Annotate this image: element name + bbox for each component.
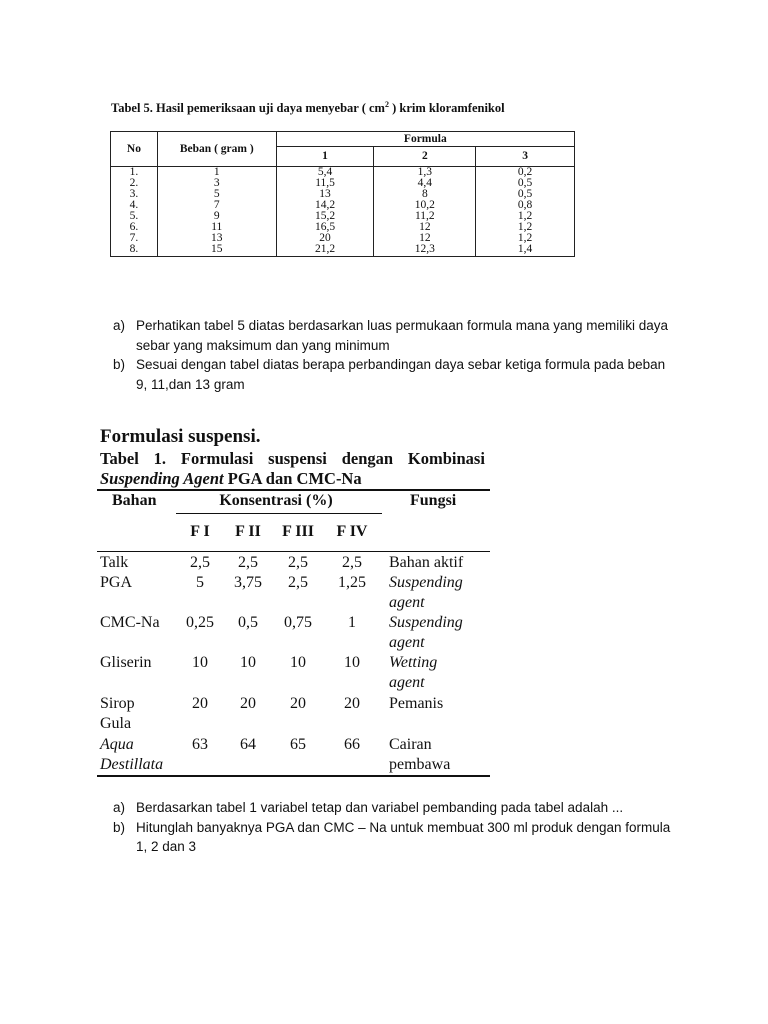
- table5-cell: 7: [157, 200, 276, 211]
- table1-value: 2,5: [288, 574, 308, 591]
- table5-header-beban: Beban ( gram ): [157, 132, 276, 167]
- table5-cell: 4.: [111, 200, 158, 211]
- table5-cell: 1,4: [476, 244, 575, 257]
- table1-value: 20: [192, 695, 208, 712]
- title-word: Tabel: [100, 449, 139, 468]
- table5-cell: 0,2: [476, 167, 575, 179]
- table5-cell: 12,3: [374, 244, 476, 257]
- table1-fungsi-cont: agent: [389, 674, 425, 691]
- table5-cell: 13: [157, 233, 276, 244]
- table5-row: [111, 200, 575, 211]
- table1-value: 65: [290, 736, 306, 753]
- table1-title: [100, 449, 485, 469]
- table1-bahan: CMC-Na: [100, 614, 160, 631]
- table5-cell: 8.: [111, 244, 158, 257]
- question-text: Berdasarkan tabel 1 variabel tetap dan variabel pembanding pada tabel adalah ...: [136, 800, 624, 815]
- table1-value: 3,75: [234, 574, 262, 591]
- table5-cell: 1,2: [476, 233, 575, 244]
- table5-cell: 0,5: [476, 189, 575, 200]
- table1-value: 0,25: [186, 614, 214, 631]
- table1-value: 20: [344, 695, 360, 712]
- table1-formula-header: F IV: [336, 523, 368, 540]
- table1-value: 66: [344, 736, 360, 753]
- table1-value: 10: [192, 654, 208, 671]
- table5-cell: 3.: [111, 189, 158, 200]
- table1-fungsi-cont: agent: [389, 634, 425, 651]
- table1-bahan: PGA: [100, 574, 133, 591]
- table1-formula-header: F II: [235, 523, 261, 540]
- question-letter: a): [113, 800, 126, 815]
- table1-value: 10: [290, 654, 306, 671]
- table1-fungsi: Suspending: [389, 614, 463, 631]
- question-list-table1: [113, 798, 673, 857]
- question-item: [113, 355, 673, 394]
- table5-row: [111, 244, 575, 257]
- table5-cell: 15,2: [276, 211, 374, 222]
- table1-fungsi: Cairan: [389, 736, 432, 753]
- question-list-table5: [113, 316, 673, 394]
- table1-value: 10: [240, 654, 256, 671]
- table5-cell: 13: [276, 189, 374, 200]
- table5-row: [111, 167, 575, 179]
- table1-value: 10: [344, 654, 360, 671]
- table1-formula-header: F III: [282, 523, 314, 540]
- table1-konsentrasi-rule: [176, 513, 382, 514]
- table5-cell: 11: [157, 222, 276, 233]
- question-text: Perhatikan tabel 5 diatas berdasarkan luas permukaan formula mana yang memiliki daya sebar yang maksimum dan yang minimum: [136, 318, 669, 353]
- table1-value: 0,5: [238, 614, 258, 631]
- table1-bahan: Gliserin: [100, 654, 152, 671]
- question-letter: b): [113, 819, 126, 835]
- table1-bahan: Aqua: [100, 736, 134, 753]
- table5-cell: 1: [157, 167, 276, 179]
- table1-header-bahan: Bahan: [112, 492, 157, 509]
- table5-cell: 1,2: [476, 211, 575, 222]
- table5-cell: 2.: [111, 178, 158, 189]
- table1-value: 1: [348, 614, 356, 631]
- table1-value: 20: [240, 695, 256, 712]
- table5-cell: 7.: [111, 233, 158, 244]
- table5-cell: 15: [157, 244, 276, 257]
- table5-cell: 0,5: [476, 178, 575, 189]
- table5-cell: 11,5: [276, 178, 374, 189]
- table5-caption: Tabel 5. Hasil pemeriksaan uji daya menyebar ( $cm^2$ ) krim kloramfenikol: [111, 100, 505, 116]
- question-text: Sesuai dengan tabel diatas berapa perbandingan daya sebar ketiga formula pada beban 9, 11,dan 13 gram: [136, 357, 666, 392]
- table1-title-line2: Suspending Agent PGA dan CMC-Na: [100, 469, 362, 488]
- table5-cell: 3: [157, 178, 276, 189]
- table5-row: [111, 178, 575, 189]
- table5-cell: 5.: [111, 211, 158, 222]
- table1-value: 64: [240, 736, 256, 753]
- table5: [110, 131, 575, 257]
- table5-header-f2: 2: [374, 147, 476, 167]
- table5-cell: 0,8: [476, 200, 575, 211]
- table1-value: 2,5: [190, 554, 210, 571]
- table1-bahan-cont: Destillata: [100, 756, 164, 773]
- table5-row: [111, 211, 575, 222]
- table5-cell: 8: [374, 189, 476, 200]
- table5-cell: 10,2: [374, 200, 476, 211]
- table5-header-formula: Formula: [276, 132, 574, 147]
- table5-row: [111, 222, 575, 233]
- table5-cell: 21,2: [276, 244, 374, 257]
- table1-fungsi: Bahan aktif: [389, 554, 464, 571]
- table1-header-fungsi: Fungsi: [410, 492, 457, 509]
- table1-header-konsentrasi: Konsentrasi (%): [219, 492, 333, 509]
- table5-cell: 14,2: [276, 200, 374, 211]
- table1-bottom-rule: [97, 775, 490, 777]
- table5-cell: 20: [276, 233, 374, 244]
- title-word: suspensi: [268, 449, 327, 468]
- table5-cell: 12: [374, 233, 476, 244]
- table5-cell: 6.: [111, 222, 158, 233]
- table5-cell: 5,4: [276, 167, 374, 179]
- question-text: Hitunglah banyaknya PGA dan CMC – Na untuk membuat 300 ml produk dengan formula 1, 2 dan 3: [136, 819, 671, 854]
- table5-cell: 4,4: [374, 178, 476, 189]
- question-item: [113, 316, 673, 355]
- table1-formula-header: F I: [190, 523, 210, 540]
- table1-header-rule: [97, 551, 490, 552]
- table5-cell: 5: [157, 189, 276, 200]
- table1-fungsi-cont: pembawa: [389, 756, 451, 773]
- table1-fungsi: Suspending: [389, 574, 463, 591]
- question-letter: b): [113, 357, 126, 372]
- table1-value: 2,5: [288, 554, 308, 571]
- question-item: [113, 818, 673, 857]
- table1-bahan: Sirop: [100, 695, 135, 712]
- table1-value: 1,25: [338, 574, 366, 591]
- table1-value: 63: [192, 736, 208, 753]
- title-word: dengan: [341, 449, 394, 468]
- table5-cell: 12: [374, 222, 476, 233]
- question-item: [113, 798, 673, 818]
- table5-cell: 9: [157, 211, 276, 222]
- table5-header-f1: 1: [276, 147, 374, 167]
- table5-body: [111, 167, 575, 257]
- table5-header-f3: 3: [476, 147, 575, 167]
- table5-cell: 11,2: [374, 211, 476, 222]
- title-word: Kombinasi: [407, 449, 485, 468]
- table1-fungsi: Pemanis: [389, 695, 444, 712]
- question-letter: a): [113, 318, 126, 333]
- table5-cell: 1,2: [476, 222, 575, 233]
- table1-value: 2,5: [342, 554, 362, 571]
- table5-row: [111, 233, 575, 244]
- table5-header-no: No: [111, 132, 158, 167]
- table1-fungsi: Wetting: [389, 654, 438, 671]
- table5-cell: 16,5: [276, 222, 374, 233]
- title-word: Formulasi: [180, 449, 254, 468]
- table1-bahan: Talk: [100, 554, 129, 571]
- table5-row: [111, 189, 575, 200]
- table1-value: 2,5: [238, 554, 258, 571]
- table1-value: 20: [290, 695, 306, 712]
- table5-cell: 1,3: [374, 167, 476, 179]
- table1-value: 5: [196, 574, 204, 591]
- table5-cell: 1.: [111, 167, 158, 179]
- title-word: 1.: [153, 449, 167, 468]
- table1-value: 0,75: [284, 614, 312, 631]
- table1-bahan-cont: Gula: [100, 715, 132, 732]
- table1-fungsi-cont: agent: [389, 594, 425, 611]
- section-heading: Formulasi suspensi.: [100, 426, 261, 447]
